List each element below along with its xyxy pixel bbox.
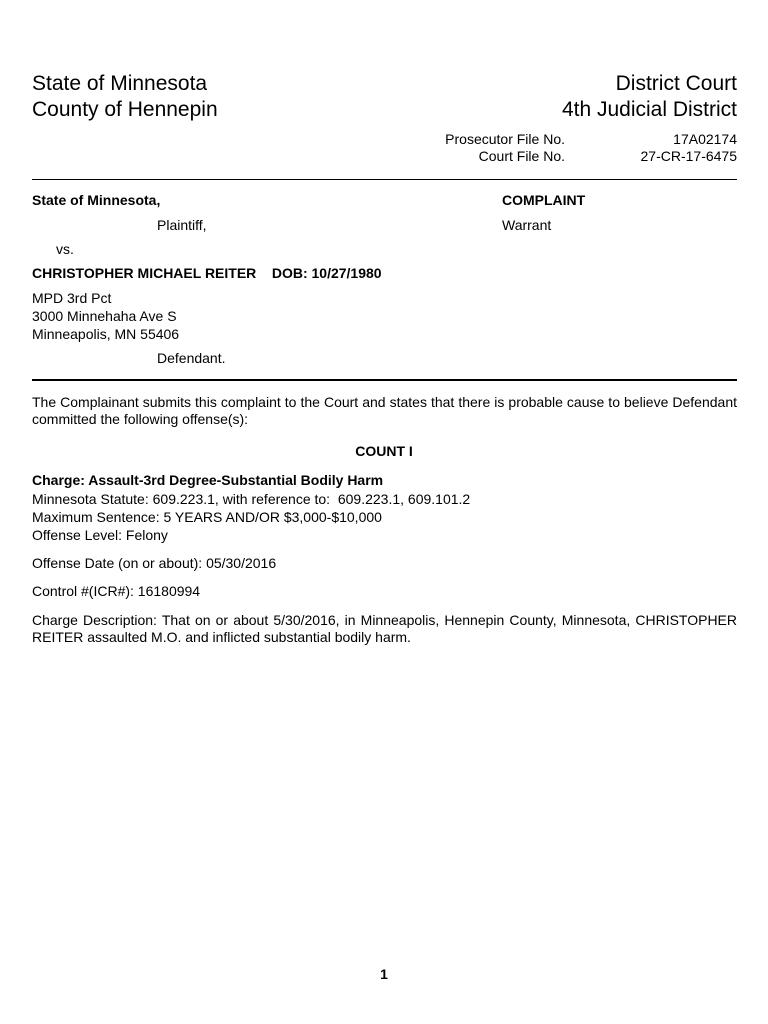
defendant-address-line3: Minneapolis, MN 55406 [32,326,180,342]
page-number: 1 [380,966,388,982]
defendant-address-line1: MPD 3rd Pct [32,290,112,306]
max-sentence-line: Maximum Sentence: 5 YEARS AND/OR $3,000-$10,000 [32,509,382,525]
court-file-label: Court File No. [478,148,565,164]
header-state: State of Minnesota [32,72,208,95]
offense-level-line: Offense Level: Felony [32,527,168,543]
header-divider [32,179,737,180]
charge-title: Charge: Assault-3rd Degree-Substantial Bodily Harm [32,472,384,488]
prosecutor-file-value: 17A02174 [673,131,737,147]
header-county: County of Hennepin [32,98,218,121]
document-type: COMPLAINT [502,192,586,208]
offense-date-line: Offense Date (on or about): 05/30/2016 [32,555,277,571]
defendant-name-dob: CHRISTOPHER MICHAEL REITER DOB: 10/27/1980 [32,265,382,281]
plaintiff-name: State of Minnesota, [32,192,161,208]
statute-line: Minnesota Statute: 609.223.1, with reference to: 609.223.1, 609.101.2 [32,491,471,507]
document-subtype: Warrant [502,217,552,233]
caption-divider [32,379,737,381]
court-file-value: 27-CR-17-6475 [640,148,737,164]
defendant-role: Defendant. [157,350,226,366]
control-number-line: Control #(ICR#): 16180994 [32,583,201,599]
count-title: COUNT I [355,443,413,459]
charge-description: Charge Description: That on or about 5/30/2016, in Minneapolis, Hennepin County, Minnesota, CHRISTOPHER REITER assaulted M.O. and inflicted substantial bodily harm. [32,612,737,645]
header-court: District Court [615,72,737,95]
intro-paragraph: The Complainant submits this complaint to the Court and states that there is probable cause to believe Defendant committed the following offense(s): [32,394,737,427]
header-district: 4th Judicial District [561,98,737,121]
plaintiff-role: Plaintiff, [157,217,207,233]
versus-label: vs. [56,241,74,257]
defendant-address-line2: 3000 Minnehaha Ave S [32,308,177,324]
prosecutor-file-label: Prosecutor File No. [445,131,565,147]
